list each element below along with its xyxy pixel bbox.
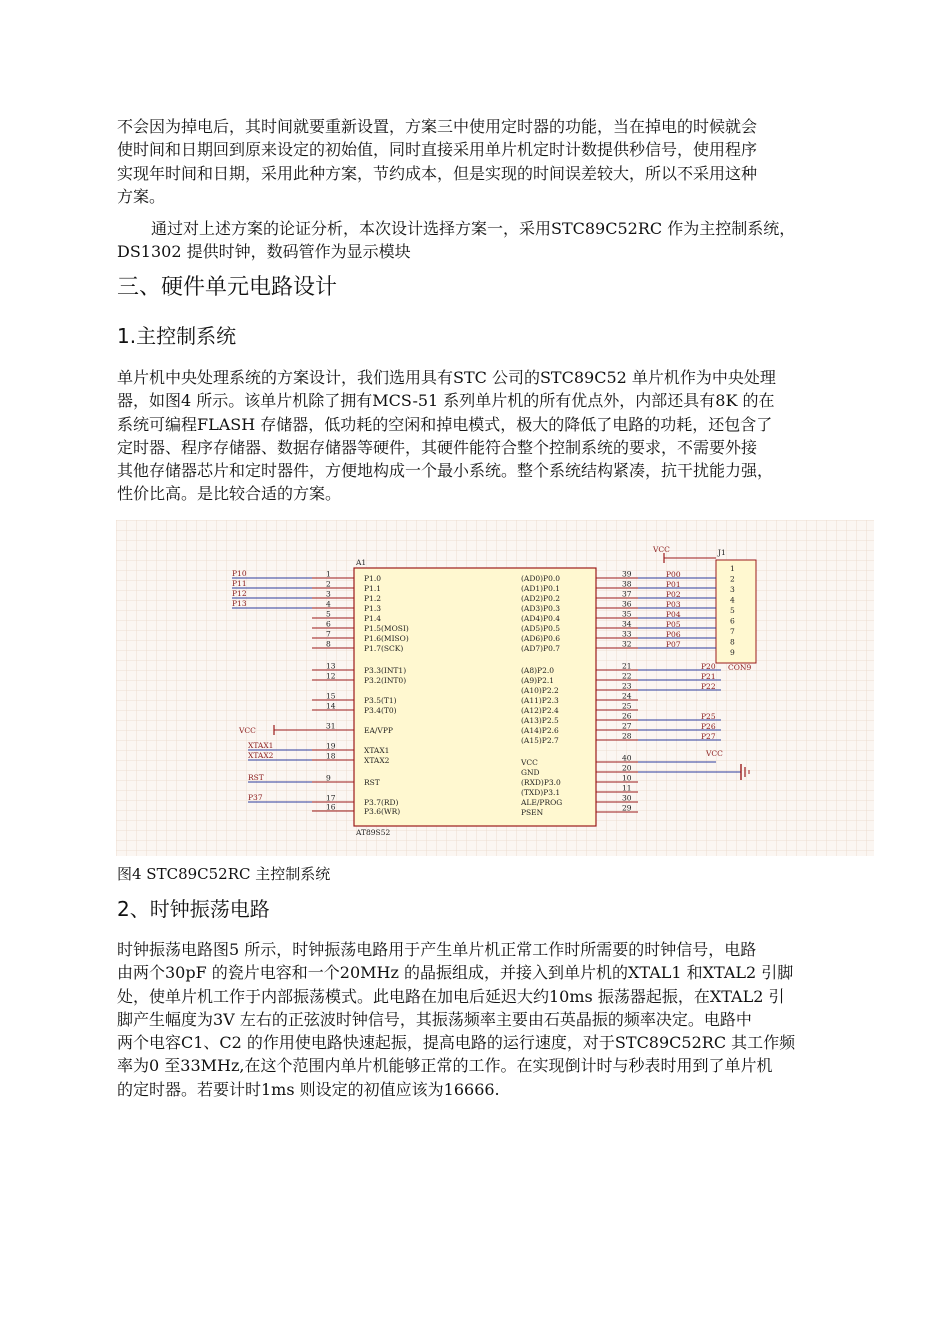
pin-number: 29 — [622, 803, 632, 813]
net-label: P03 — [666, 600, 681, 609]
connector-pin-number: 7 — [730, 627, 735, 636]
pin-name: (AD4)P0.4 — [521, 614, 561, 623]
connector-pin-number: 5 — [730, 606, 735, 615]
connector-pin-number: 8 — [730, 637, 735, 647]
net-label: P25 — [701, 712, 716, 721]
pin-number: 21 — [622, 661, 632, 671]
figure4-caption: 图4 STC89C52RC 主控制系统 — [117, 865, 331, 883]
pin-number: 17 — [326, 793, 336, 803]
connector-part-label: CON9 — [728, 663, 752, 672]
text-line: 率为0 至33MHz,在这个范围内单片机能够正常的工作。在实现倒计时与秒表时用到了单片机 — [117, 1056, 773, 1076]
connector-ref-label: J1 — [718, 548, 726, 557]
pin-name: (A13)P2.5 — [521, 716, 559, 725]
paragraph-scheme-choice — [117, 217, 877, 264]
pin-name: P3.7(RD) — [364, 798, 399, 807]
pin-number: 28 — [622, 731, 632, 741]
text-line: 通过对上述方案的论证分析，本次设计选择方案一，采用STC89C52RC 作为主控制系统， — [151, 219, 796, 238]
pin-name: GND — [521, 768, 540, 777]
pin-number: 10 — [622, 773, 632, 783]
net-label: P26 — [701, 722, 716, 731]
net-label: P37 — [248, 793, 263, 802]
text-line: 不会因为掉电后，其时间就要重新设置，方案三中使用定时器的功能，当在掉电的时候就会 — [117, 117, 758, 136]
pin-number: 40 — [622, 753, 632, 763]
pin-name: P1.4 — [364, 614, 381, 623]
connector-pin-number: 4 — [730, 595, 735, 605]
pin-name: (A15)P2.7 — [521, 736, 559, 745]
pin-name: (AD5)P0.5 — [521, 624, 561, 633]
pin-number: 3 — [326, 589, 331, 599]
pin-number: 5 — [326, 609, 331, 619]
pin-number: 33 — [622, 629, 632, 639]
net-label: P10 — [232, 569, 247, 578]
text-line: 由两个30pF 的瓷片电容和一个20MHz 的晶振组成，并接入到单片机的XTAL1 和XTAL2 引脚 — [117, 963, 794, 983]
pin-number: 25 — [622, 701, 632, 711]
text-line: 系统可编程FLASH 存储器，低功耗的空闲和掉电模式，极大的降低了电路的功耗，还包含了 — [117, 414, 773, 434]
pin-number: 9 — [326, 773, 331, 783]
pin-number: 36 — [622, 599, 632, 609]
pin-number: 24 — [622, 691, 632, 701]
pin-number: 22 — [622, 671, 632, 681]
net-label: P05 — [666, 620, 681, 629]
text-line: 时钟振荡电路图5 所示，时钟振荡电路用于产生单片机正常工作时所需要的时钟信号，电路 — [117, 940, 757, 959]
text-line: 的定时器。若要计时1ms 则设定的初值应该为16666. — [117, 1079, 500, 1099]
pin-number: 30 — [622, 793, 632, 803]
pin-number: 38 — [622, 579, 632, 589]
net-label: P07 — [666, 640, 681, 649]
pin-name: (AD2)P0.2 — [521, 594, 561, 603]
pin-number: 35 — [622, 609, 632, 619]
pin-name: (A10)P2.2 — [521, 686, 559, 695]
net-label: P01 — [666, 580, 681, 589]
net-label: P06 — [666, 630, 681, 639]
pin-name: P1.2 — [364, 594, 381, 603]
pin-name: P1.1 — [364, 584, 381, 593]
pin-number: 15 — [326, 691, 336, 701]
pin-name: P3.2(INT0) — [364, 676, 407, 685]
pin-number: 26 — [622, 711, 632, 721]
pin-name: VCC — [521, 758, 538, 767]
section-title-hardware: 三、硬件单元电路设计 — [117, 275, 338, 300]
pin-name: (A14)P2.6 — [521, 726, 559, 735]
net-label: P02 — [666, 590, 681, 599]
net-label: P04 — [666, 610, 681, 619]
paragraph-clock-circuit — [117, 938, 877, 1101]
pin-name: P1.6(MISO) — [364, 634, 409, 643]
pin-number: 39 — [622, 569, 632, 579]
pin-name: (AD3)P0.3 — [521, 604, 561, 613]
pin-number: 4 — [326, 599, 331, 609]
pin-number: 12 — [326, 671, 336, 681]
paragraph-main-control — [117, 366, 877, 506]
pin-number: 37 — [622, 589, 632, 599]
connector-pin-number: 6 — [730, 616, 735, 626]
pin-name: (RXD)P3.0 — [521, 778, 561, 787]
net-label: P27 — [701, 732, 716, 741]
pin-name: P3.6(WR) — [364, 807, 401, 816]
mcu-part-label: AT89S52 — [356, 828, 391, 837]
figure4-schematic — [116, 520, 874, 856]
connector-pin-number: 9 — [730, 648, 735, 657]
pin-number: 7 — [326, 629, 331, 639]
text-line: 方案。 — [117, 186, 166, 206]
text-line: DS1302 提供时钟，数码管作为显示模块 — [117, 242, 411, 262]
net-label: XTAX1 — [248, 741, 274, 750]
text-line: 两个电容C1、C2 的作用使电路快速起振，提高电路的运行速度，对于STC89C52RC 其工作频 — [117, 1033, 796, 1053]
net-label: VCC — [239, 726, 256, 735]
pin-name: (AD0)P0.0 — [521, 574, 561, 583]
connector-pin-number: 2 — [730, 574, 735, 584]
pin-name: (A11)P2.3 — [521, 696, 559, 705]
pin-name: XTAX1 — [364, 746, 390, 755]
pin-name: (TXD)P3.1 — [521, 788, 561, 797]
pin-number: 6 — [326, 619, 331, 629]
connector-j1-body — [716, 560, 756, 663]
text-line: 器，如图4 所示。该单片机除了拥有MCS-51 系列单片机的所有优点外，内部还具有8K 的在 — [117, 391, 775, 411]
pin-name: XTAX2 — [364, 756, 390, 765]
pin-name: P3.5(T1) — [364, 696, 397, 705]
text-line: 处，使单片机工作于内部振荡模式。此电路在加电后延迟大约10ms 振荡器起振，在XTAL2 引 — [117, 986, 785, 1006]
pin-number: 20 — [622, 763, 632, 773]
pin-number: 27 — [622, 721, 632, 731]
pin-number: 32 — [622, 639, 632, 649]
pin-name: P1.7(SCK) — [364, 644, 404, 653]
net-label: P20 — [701, 662, 716, 671]
pin-name: P1.5(MOSI) — [364, 624, 409, 633]
net-label: P00 — [666, 570, 681, 579]
pin-name: (AD7)P0.7 — [521, 644, 561, 653]
net-label: P21 — [701, 672, 716, 681]
net-label: P22 — [701, 682, 716, 691]
net-label: VCC — [653, 545, 670, 554]
paragraph-scheme3-conclusion — [117, 115, 877, 208]
pin-name: (A9)P2.1 — [521, 676, 555, 685]
text-line: 定时器、程序存储器、数据存储器等硬件，其硬件能符合整个控制系统的要求，不需要外接 — [117, 437, 758, 457]
subsection-title-main-control: 1.主控制系统 — [117, 324, 237, 348]
pin-name: RST — [364, 778, 380, 787]
net-label: P13 — [232, 599, 247, 608]
text-line: 脚产生幅度为3V 左右的正弦波时钟信号，其振荡频率主要由石英晶振的频率决定。电路中 — [117, 1009, 752, 1029]
pin-number: 34 — [622, 619, 632, 629]
net-label: P12 — [232, 589, 247, 598]
text-line: 单片机中央处理系统的方案设计，我们选用具有STC 公司的STC89C52 单片机作为中央处理 — [117, 368, 776, 387]
pin-number: 13 — [326, 661, 336, 671]
pin-name: (AD1)P0.1 — [521, 584, 561, 593]
pin-name: (A12)P2.4 — [521, 706, 559, 715]
text-line: 性价比高。是比较合适的方案。 — [117, 484, 342, 504]
text-line: 使时间和日期回到原来设定的初始值，同时直接采用单片机定时计数提供秒信号，使用程序 — [117, 140, 758, 160]
pin-number: 16 — [326, 802, 336, 812]
pin-number: 18 — [326, 751, 336, 761]
net-label: XTAX2 — [248, 751, 274, 760]
pin-name: (AD6)P0.6 — [521, 634, 561, 643]
subsection-title-clock: 2、时钟振荡电路 — [117, 897, 270, 921]
pin-number: 19 — [326, 741, 336, 751]
pin-number: 31 — [326, 721, 336, 731]
pin-name: P1.0 — [364, 574, 381, 583]
pin-number: 14 — [326, 701, 336, 711]
net-label: VCC — [706, 749, 723, 758]
pin-number: 1 — [326, 569, 331, 579]
net-label: RST — [248, 773, 264, 782]
net-label: P11 — [232, 579, 247, 588]
connector-pin-number: 1 — [730, 564, 735, 573]
pin-name: (A8)P2.0 — [521, 666, 555, 675]
connector-pin-number: 3 — [730, 585, 735, 594]
pin-number: 2 — [326, 579, 331, 589]
pin-number: 8 — [326, 639, 331, 649]
text-line: 实现年时间和日期，采用此种方案，节约成本，但是实现的时间误差较大，所以不采用这种 — [117, 163, 758, 183]
pin-name: P3.3(INT1) — [364, 666, 407, 675]
pin-name: EA/VPP — [364, 726, 393, 735]
pin-name: P1.3 — [364, 604, 381, 613]
mcu-ref-label: A1 — [356, 558, 367, 567]
pin-number: 11 — [622, 783, 632, 793]
text-line: 其他存储器芯片和定时器件，方便地构成一个最小系统。整个系统结构紧凑，抗干扰能力强， — [117, 461, 774, 481]
pin-name: PSEN — [521, 808, 544, 817]
pin-name: P3.4(T0) — [364, 706, 397, 715]
pin-name: ALE/PROG — [521, 798, 563, 807]
pin-number: 23 — [622, 681, 632, 691]
